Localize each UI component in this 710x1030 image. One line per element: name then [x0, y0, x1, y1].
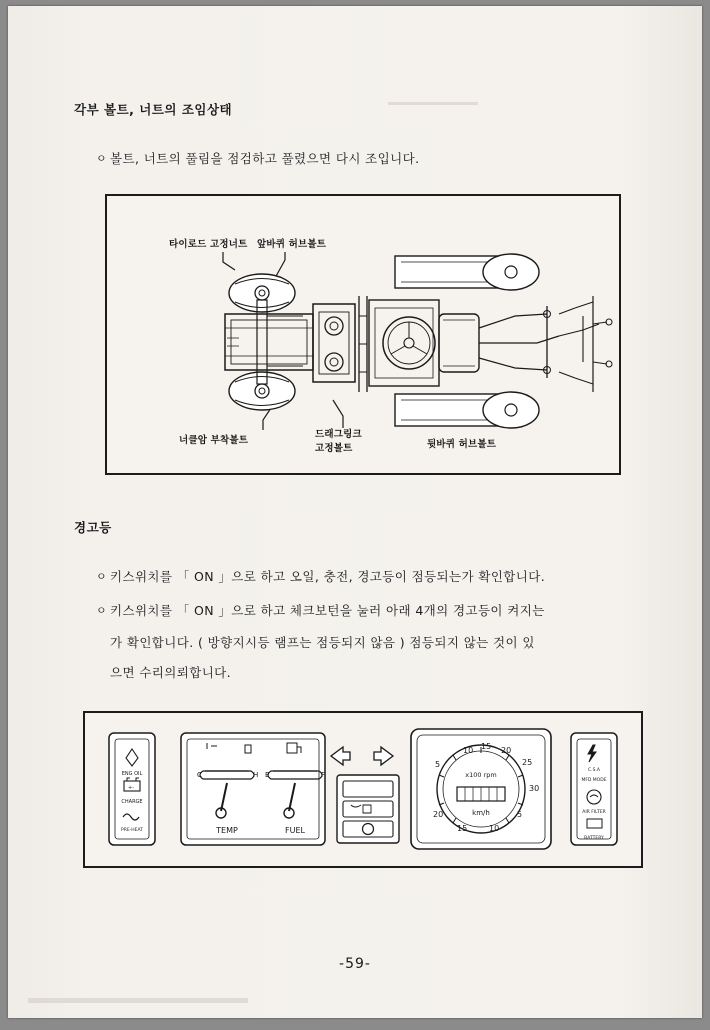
label-front-wheel-hub-bolt: 앞바퀴 허브볼트 [257, 239, 327, 250]
svg-text:10: 10 [463, 746, 474, 755]
bullet-warning-4 [96, 660, 676, 686]
svg-text:25: 25 [522, 758, 533, 767]
svg-text:15: 15 [457, 824, 468, 833]
svg-text:20: 20 [501, 746, 512, 755]
switch-stack [337, 775, 399, 843]
page-number: -59- [339, 956, 371, 972]
label-knuckle-arm-bolt: 너클암 부착볼트 [179, 435, 249, 446]
label-drag-link-bolt-line2: 고정볼트 [315, 443, 353, 454]
tach-center-label: x100 rpm [465, 771, 497, 779]
fuel-gauge-label: FUEL [285, 826, 305, 835]
bullet-text: 가 확인합니다. ( 방향지시등 램프는 점등되지 않음 ) 점등되지 않는 것이 있 [110, 635, 535, 650]
svg-text:15: 15 [481, 742, 492, 751]
svg-text:AIR FILTER: AIR FILTER [582, 810, 606, 815]
instrument-panel-svg [85, 713, 641, 866]
svg-text:MFD MODE: MFD MODE [581, 778, 607, 783]
right-turn-arrow-icon [374, 747, 393, 765]
svg-text:5: 5 [435, 760, 441, 769]
svg-text:ENG OIL: ENG OIL [121, 771, 143, 777]
svg-text:F: F [321, 771, 326, 779]
svg-text:20: 20 [433, 810, 444, 819]
svg-text:30: 30 [529, 784, 540, 793]
figure-instrument-panel [83, 711, 643, 868]
scan-artifact [28, 998, 248, 1003]
svg-text:10: 10 [489, 824, 500, 833]
svg-text:E: E [265, 771, 270, 779]
svg-text:+-: +- [128, 785, 134, 791]
figure-tractor-top-view [105, 194, 621, 475]
label-rear-wheel-hub-bolt: 뒷바퀴 허브볼트 [427, 439, 497, 450]
document-page [8, 6, 702, 1018]
bullet-marker: ㅇ [96, 570, 108, 583]
bullet-text: 키스위치를 「 ON 」으로 하고 체크보턴을 눌러 아래 4개의 경고등이 켜지는 [110, 603, 545, 618]
left-turn-arrow-icon [331, 747, 350, 765]
svg-text:CHARGE: CHARGE [121, 799, 143, 805]
section-heading-warning-lamp: 경고등 [74, 520, 112, 535]
temp-gauge-label: TEMP [216, 826, 238, 835]
page-surface [8, 6, 702, 1018]
svg-text:BATTERY: BATTERY [584, 836, 604, 841]
scan-artifact [388, 102, 478, 105]
svg-text:C: C [197, 771, 202, 779]
bullet-warning-2 [96, 598, 676, 624]
svg-text:C.S.A: C.S.A [588, 768, 600, 773]
bullet-marker: ㅇ [96, 604, 108, 617]
speed-unit-label: km/h [472, 809, 490, 817]
bullet-text: 키스위치를 「 ON 」으로 하고 오일, 충전, 경고등이 점등되는가 확인합니다. [110, 569, 546, 584]
bullet-bolt-nut-1 [96, 146, 656, 172]
svg-text:H: H [253, 771, 259, 779]
bullet-text: 으면 수리의뢰합니다. [110, 665, 232, 680]
label-drag-link-bolt-line1: 드래그링크 [315, 429, 362, 440]
bullet-warning-3 [96, 630, 676, 656]
bullet-text: 볼트, 너트의 풀림을 점검하고 풀렸으면 다시 조입니다. [110, 151, 420, 166]
bullet-marker: ㅇ [96, 152, 108, 165]
svg-text:5: 5 [517, 810, 523, 819]
svg-text:PRE-HEAT: PRE-HEAT [120, 828, 144, 833]
label-tie-rod-nut: 타이로드 고정너트 [169, 239, 248, 250]
section-heading-bolt-nut: 각부 볼트, 너트의 조임상태 [74, 102, 233, 117]
bullet-warning-1 [96, 564, 676, 590]
